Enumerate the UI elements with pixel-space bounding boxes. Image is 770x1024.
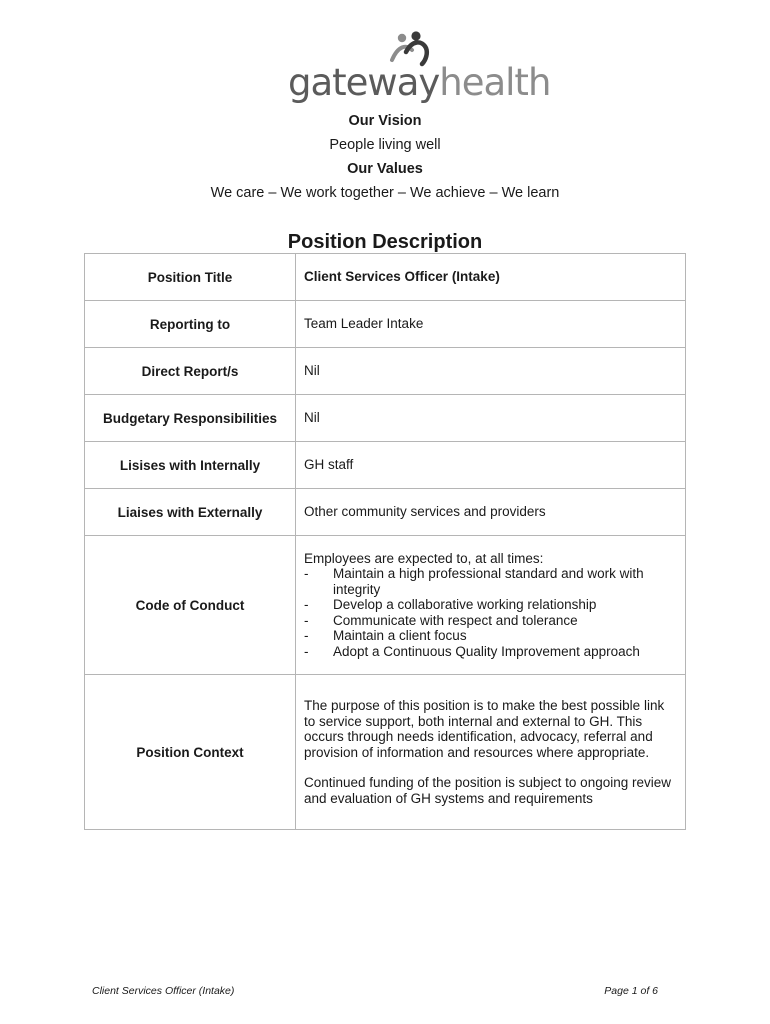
context-paragraph: Continued funding of the position is subject to ongoing review and evaluation of GH systems and requirements: [304, 775, 671, 806]
list-item: - Maintain a client focus: [304, 628, 675, 644]
table-row: [85, 536, 686, 675]
table-row: [85, 489, 686, 536]
row-value: [296, 675, 686, 830]
row-label: Position Context: [85, 675, 296, 830]
list-item: - Communicate with respect and tolerance: [304, 613, 675, 629]
row-value: GH staff: [296, 442, 686, 489]
footer-left: Client Services Officer (Intake): [92, 985, 235, 997]
row-value: Team Leader Intake: [296, 301, 686, 348]
row-label: Lisises with Internally: [85, 442, 296, 489]
list-item: - Adopt a Continuous Quality Improvement approach: [304, 644, 675, 660]
row-value: Nil: [296, 348, 686, 395]
row-label: Liaises with Externally: [85, 489, 296, 536]
row-label: Reporting to: [85, 301, 296, 348]
table-row: [85, 254, 686, 301]
conduct-list: [304, 566, 675, 659]
row-label: Direct Report/s: [85, 348, 296, 395]
table-row: [85, 395, 686, 442]
gateway-health-logo: [288, 30, 551, 110]
table-row: [85, 675, 686, 830]
vision-text: People living well: [329, 137, 441, 153]
values-text: We care – We work together – We achieve – We learn: [210, 185, 560, 201]
table-row: [85, 348, 686, 395]
vision-heading: Our Vision: [348, 113, 422, 129]
conduct-intro: Employees are expected to, at all times:: [304, 550, 544, 566]
footer-page-number: Page 1 of 6: [604, 985, 658, 997]
table-row: [85, 301, 686, 348]
row-value: Client Services Officer (Intake): [296, 254, 686, 301]
page-title: Position Description: [287, 231, 483, 253]
row-value: Other community services and providers: [296, 489, 686, 536]
row-value: Nil: [296, 395, 686, 442]
logo-wordmark: gatewayhealth: [288, 61, 551, 104]
row-label: Code of Conduct: [85, 536, 296, 675]
values-heading: Our Values: [347, 161, 423, 177]
table-row: [85, 442, 686, 489]
row-value: [296, 536, 686, 675]
context-paragraph: The purpose of this position is to make the best possible link to service support, both internal and external to GH. This occurs through needs identification, advocacy, referral and provision of information and resources where appropriate.: [304, 698, 665, 760]
row-label: Position Title: [85, 254, 296, 301]
position-table: [84, 253, 686, 830]
list-item: - Maintain a high professional standard and work with integrity: [304, 566, 675, 597]
list-item: - Develop a collaborative working relationship: [304, 597, 675, 613]
row-label: Budgetary Responsibilities: [85, 395, 296, 442]
